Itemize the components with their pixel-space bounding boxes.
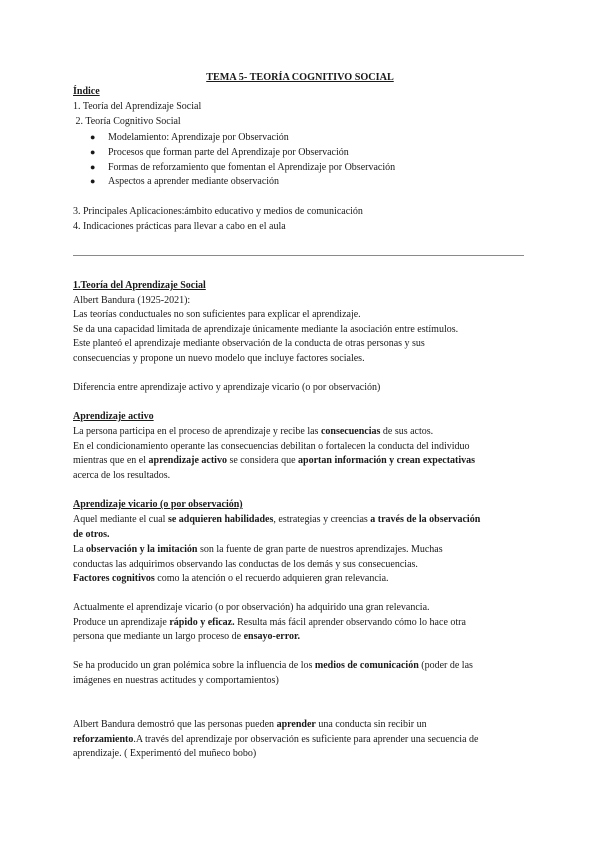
paragraph-line: conductas las adquirimos observando las conductas de los demás y sus consecuencias. <box>73 559 418 570</box>
index-item-4: 4. Indicaciones prácticas para llevar a cabo en el aula <box>73 221 286 232</box>
text-span: Resulta más fácil aprender observando cómo lo hace otra <box>234 617 466 628</box>
emphasis: se adquieren habilidades <box>167 514 274 525</box>
paragraph-line: de otros. <box>73 529 110 540</box>
text-span: (poder de las <box>418 660 473 671</box>
index-heading: Índice <box>73 86 100 97</box>
emphasis: rápido y eficaz. <box>169 617 235 628</box>
emphasis: consecuencias <box>320 426 381 437</box>
text-span: Albert Bandura demostró que las personas pueden <box>73 719 277 730</box>
text-span: se considera que <box>226 455 299 466</box>
text-span: son la fuente de gran parte de nuestros aprendizajes. Muchas <box>197 544 443 555</box>
index-item-1: 1. Teoría del Aprendizaje Social <box>73 101 202 112</box>
bullet-text: Procesos que forman parte del Aprendizaje por Observación <box>108 147 349 158</box>
paragraph-line: Este planteó el aprendizaje mediante observación de la conducta de otras personas y sus <box>73 338 425 349</box>
text-span: La persona participa en el proceso de aprendizaje y recibe las <box>73 426 321 437</box>
paragraph-line: Actualmente el aprendizaje vicario (o por observación) ha adquirido una gran relevancia. <box>73 602 430 613</box>
text-span: Aquel mediante el cual <box>73 514 168 525</box>
paragraph-line <box>73 616 466 629</box>
emphasis: aportan información y crean expectativas <box>298 455 476 466</box>
bullet-text: Formas de reforzamiento que fomentan el Aprendizaje por Observación <box>108 162 396 173</box>
index-item-3: 3. Principales Aplicaciones:ámbito educativo y medios de comunicación <box>73 206 363 217</box>
paragraph-line: En el condicionamiento operante las consecuencias debilitan o fortalecen la conducta del individuo <box>73 441 470 452</box>
section-divider <box>73 255 524 256</box>
paragraph-line <box>73 513 480 526</box>
paragraph-line: acerca de los resultados. <box>73 470 171 481</box>
emphasis: reforzamiento <box>73 734 134 745</box>
paragraph-line <box>73 454 475 467</box>
paragraph-line <box>73 718 427 731</box>
emphasis: ensayo-error. <box>243 631 300 642</box>
bullet-icon: ● <box>90 176 96 186</box>
paragraph-line: Diferencia entre aprendizaje activo y aprendizaje vicario (o por observación) <box>73 382 381 393</box>
bullet-icon: ● <box>90 162 96 172</box>
text-span: , estrategias y creencias <box>273 514 371 525</box>
text-span: Se ha producido un gran polémica sobre la influencia de los <box>73 660 315 671</box>
text-span: mientras que en el <box>73 455 149 466</box>
text-span: Produce un aprendizaje <box>73 617 170 628</box>
paragraph-line: consecuencias y propone un nuevo modelo que incluye factores sociales. <box>73 353 365 364</box>
emphasis: a través de la observación <box>370 514 481 525</box>
paragraph-line: imágenes en nuestras actitudes y comportamientos) <box>73 675 279 686</box>
text-span: una conducta sin recibir un <box>315 719 427 730</box>
paragraph-line <box>73 659 473 672</box>
index-bullet <box>90 146 349 159</box>
index-bullet <box>90 131 289 144</box>
paragraph-line <box>73 572 389 585</box>
activo-heading: Aprendizaje activo <box>73 411 154 422</box>
bullet-icon: ● <box>90 132 96 142</box>
text-span: La <box>73 544 87 555</box>
author-line: Albert Bandura (1925-2021): <box>73 295 191 306</box>
bullet-text: Aspectos a aprender mediante observación <box>108 176 280 187</box>
paragraph-line <box>73 733 478 746</box>
index-bullet <box>90 175 279 188</box>
index-bullet <box>90 161 395 174</box>
emphasis: aprender <box>276 719 316 730</box>
bullet-text: Modelamiento: Aprendizaje por Observación <box>108 132 289 143</box>
paragraph-line: Las teorías conductuales no son suficientes para explicar el aprendizaje. <box>73 309 361 320</box>
vicario-heading: Aprendizaje vicario (o por observación) <box>73 499 243 510</box>
text-span: de sus actos. <box>380 426 434 437</box>
paragraph-line <box>73 543 443 556</box>
paragraph-line: Se da una capacidad limitada de aprendizaje únicamente mediante la asociación entre estímulos. <box>73 324 459 335</box>
text-span: persona que mediante un largo proceso de <box>73 631 244 642</box>
emphasis: aprendizaje activo <box>148 455 227 466</box>
emphasis: Factores cognitivos <box>73 573 155 584</box>
paragraph-line <box>73 425 433 438</box>
document-title: TEMA 5- TEORÍA COGNITIVO SOCIAL <box>206 72 394 83</box>
bullet-icon: ● <box>90 147 96 157</box>
emphasis: observación y la imitación <box>86 544 198 555</box>
paragraph-line: aprendizaje. ( Experimentó del muñeco bobo) <box>73 748 257 759</box>
emphasis: medios de comunicación <box>314 660 419 671</box>
paragraph-line <box>73 630 300 643</box>
section-1-heading: 1.Teoría del Aprendizaje Social <box>73 280 206 291</box>
text-span: como la atención o el recuerdo adquieren gran relevancia. <box>154 573 389 584</box>
text-span: .A través del aprendizaje por observación es suficiente para aprender una secuencia de <box>133 734 479 745</box>
index-item-2: 2. Teoría Cognitivo Social <box>73 116 181 127</box>
